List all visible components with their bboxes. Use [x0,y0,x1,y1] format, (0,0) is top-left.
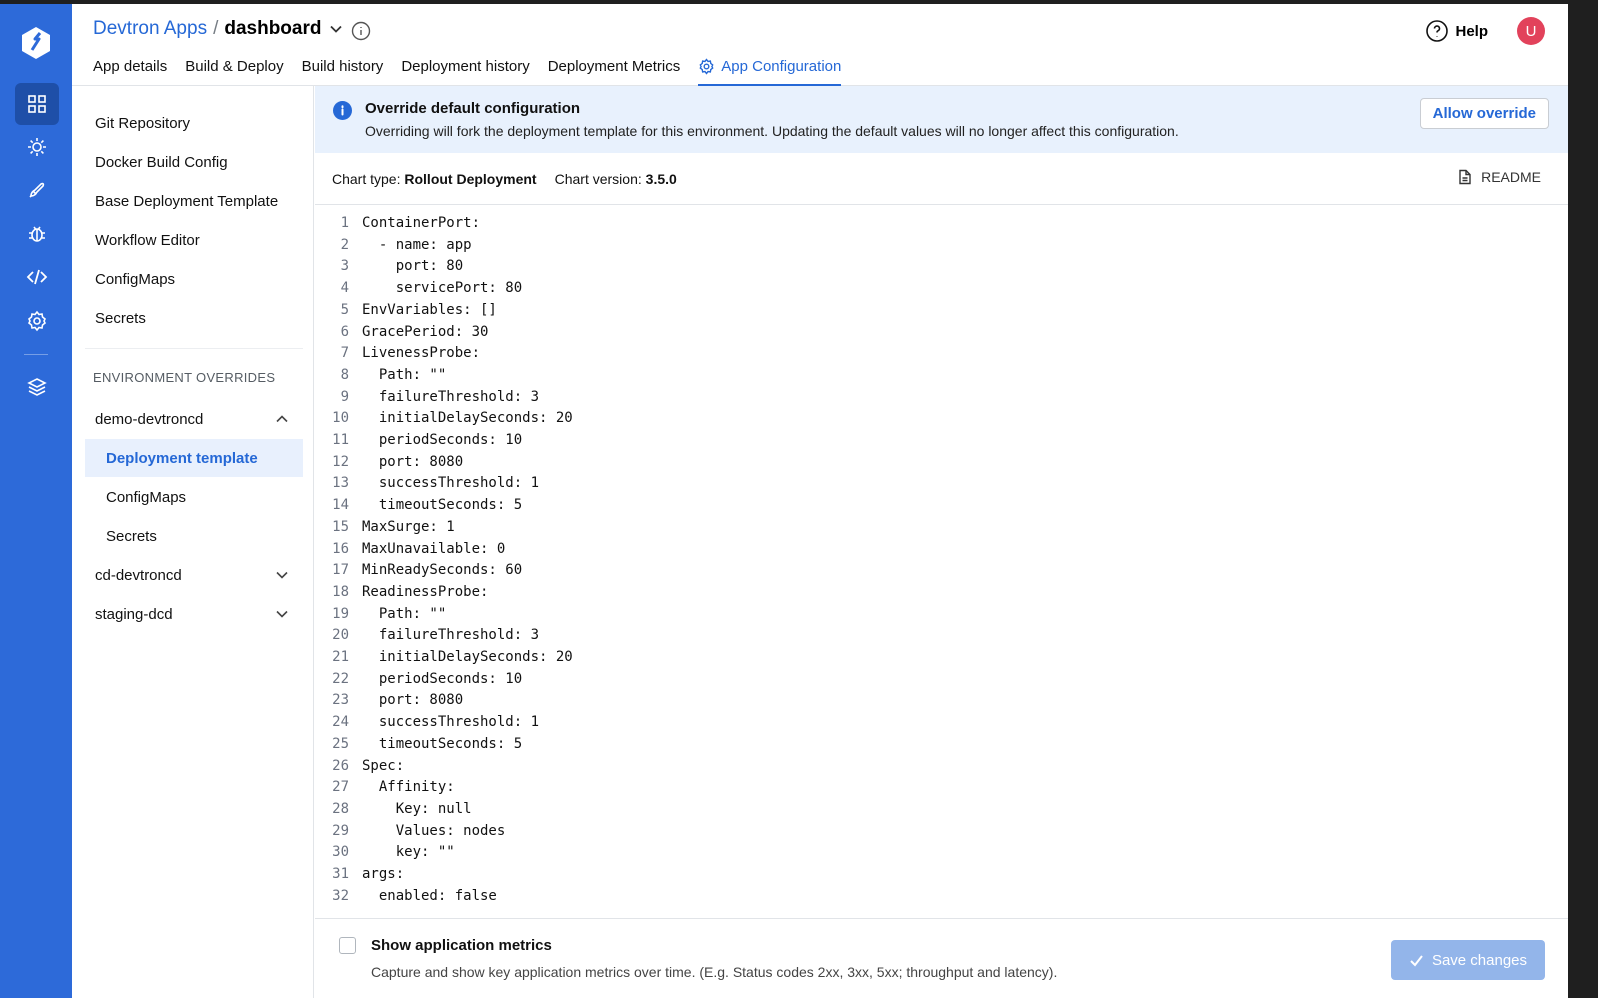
line-number: 4 [340,280,349,297]
code-text: Spec: [362,757,405,774]
chart-version-value: 3.5.0 [645,170,677,187]
sidebar-item-configmaps[interactable]: ConfigMaps [95,271,176,288]
code-text: port: 8080 [362,692,464,709]
env-name: staging-dcd [95,605,173,623]
line-number: 11 [332,432,349,448]
chart-type-value: Rollout Deployment [404,170,537,187]
line-number: 18 [332,583,349,600]
chevron-down-icon[interactable] [329,22,343,36]
env-name: demo-devtroncd [95,410,204,428]
line-number: 20 [332,627,349,644]
env-item-configmaps[interactable]: ConfigMaps [106,488,187,506]
breadcrumb [93,18,343,40]
line-number: 13 [332,475,349,492]
env-item-deployment-template[interactable]: Deployment template [85,439,303,477]
tab-deployment-history[interactable]: Deployment history [401,58,530,75]
line-number: 23 [332,692,349,709]
code-text: MinReadySeconds: 60 [362,562,523,579]
breadcrumb-devtron-apps[interactable]: Devtron Apps [93,18,208,39]
code-text: periodSeconds: 10 [362,432,523,448]
env-demo-devtroncd[interactable] [85,400,303,438]
applications-grid-icon[interactable] [15,83,59,125]
line-number: 29 [332,822,349,839]
security-bug-icon[interactable] [15,213,59,255]
tab-app-configuration[interactable] [698,56,841,86]
code-text: initialDelaySeconds: 20 [362,649,573,665]
chart-type-label: Chart type: [332,170,401,187]
info-icon[interactable] [351,21,371,41]
code-text: EnvVariables: [] [362,301,497,318]
code-text: timeoutSeconds: 5 [362,735,523,752]
breadcrumb-app-name[interactable]: dashboard [224,18,322,39]
line-number: 3 [340,258,349,275]
chevron-down-icon [275,568,289,582]
line-number: 2 [340,236,349,253]
save-footer [315,918,1568,998]
check-icon [1409,953,1424,968]
line-number: 5 [340,301,349,318]
code-text: failureThreshold: 3 [362,627,540,644]
line-number: 7 [340,345,349,362]
tab-build-deploy[interactable]: Build & Deploy [185,58,284,75]
gear-icon [698,58,715,75]
help-circle-icon [1425,19,1449,43]
line-number: 10 [332,410,349,427]
code-text: Path: "" [362,605,447,622]
sidebar-item-git-repository[interactable]: Git Repository [95,115,191,132]
line-number: 24 [332,714,349,731]
code-text: - name: app [362,236,472,253]
code-text: key: "" [362,844,455,861]
save-changes-button[interactable] [1391,940,1545,980]
code-text: servicePort: 80 [362,280,523,297]
chart-version-label: Chart version: [554,170,642,187]
sidebar-item-docker-build-config[interactable]: Docker Build Config [95,154,228,171]
line-number: 27 [332,779,349,796]
sidebar-item-base-deployment-template[interactable]: Base Deployment Template [95,193,279,210]
tab-app-details[interactable]: App details [93,58,168,75]
code-text: ReadinessProbe: [362,583,489,600]
code-text: LivenessProbe: [362,345,481,362]
avatar[interactable]: U [1517,17,1545,45]
line-number: 30 [332,844,349,861]
tab-build-history[interactable]: Build history [301,58,384,75]
allow-override-button[interactable]: Allow override [1420,98,1549,129]
line-number: 22 [332,670,349,687]
deployment-template-panel [315,86,1568,998]
code-text: args: [362,866,405,882]
line-number: 1 [340,215,349,231]
chevron-down-icon [275,607,289,621]
line-number: 17 [332,562,349,579]
code-text: ContainerPort: [362,215,481,231]
app-header [72,4,1568,86]
readme-button[interactable] [1457,169,1541,185]
line-number: 32 [332,887,349,900]
line-number: 6 [340,323,349,340]
banner-title: Override default configuration [365,100,581,117]
stack-layers-icon[interactable] [15,366,59,408]
line-number: 16 [332,540,349,557]
code-text: enabled: false [362,887,497,900]
chart-info-bar [315,153,1568,205]
env-name: cd-devtroncd [95,566,182,584]
code-text: Path: "" [362,366,447,383]
app-tabs [93,56,859,86]
line-number: 26 [332,757,349,774]
readme-label: README [1481,169,1541,185]
tab-app-configuration-label: App Configuration [721,58,842,75]
code-text: timeoutSeconds: 5 [362,497,523,514]
show-metrics-label: Show application metrics [371,937,552,954]
line-number: 28 [332,800,349,817]
env-cd-devtroncd[interactable] [85,556,303,594]
line-number: 31 [332,866,349,882]
line-number: 9 [340,388,349,405]
code-text: successThreshold: 1 [362,714,540,731]
line-number: 12 [332,453,349,470]
yaml-code-editor[interactable] [315,206,1568,900]
line-number: 8 [340,366,349,383]
show-metrics-description: Capture and show key application metrics over time. (E.g. Status codes 2xx, 3xx, 5xx; throughput and latency). [371,964,1058,980]
code-text: MaxUnavailable: 0 [362,540,506,557]
code-text: port: 8080 [362,453,464,470]
code-text: Key: null [362,800,472,817]
chevron-up-icon [275,412,289,426]
sidebar-divider [85,348,303,349]
code-text: initialDelaySeconds: 20 [362,410,573,427]
env-item-secrets[interactable]: Secrets [106,527,157,545]
line-number: 15 [332,518,349,535]
code-text: GracePeriod: 30 [362,323,489,340]
help-button[interactable] [1425,19,1488,43]
global-config-icon[interactable] [15,126,59,168]
line-number: 25 [332,735,349,752]
rail-divider [24,354,48,355]
env-staging-dcd[interactable] [85,595,303,633]
override-banner [315,86,1568,153]
line-number: 19 [332,605,349,622]
document-icon [1457,169,1473,185]
code-text: MaxSurge: 1 [362,518,455,535]
tab-deployment-metrics[interactable]: Deployment Metrics [547,58,681,75]
line-number: 21 [332,649,349,665]
banner-description: Overriding will fork the deployment template for this environment. Updating the default values will no longer affect this configuration. [365,123,1179,139]
code-text: Affinity: [362,779,455,796]
app-window [0,4,1568,998]
show-metrics-checkbox[interactable] [339,937,356,954]
settings-gear-icon[interactable] [15,300,59,342]
code-text: successThreshold: 1 [362,475,540,492]
devtron-logo-icon[interactable] [19,26,53,60]
save-changes-label: Save changes [1431,951,1528,969]
line-number: 14 [332,497,349,514]
icon-rail [0,4,72,998]
help-label: Help [1455,22,1488,40]
deployment-rocket-icon[interactable] [15,169,59,211]
code-text: failureThreshold: 3 [362,388,540,405]
config-sidebar [72,86,314,998]
info-filled-icon [333,101,352,120]
sidebar-item-workflow-editor[interactable]: Workflow Editor [95,232,200,249]
code-text: periodSeconds: 10 [362,670,523,687]
sidebar-item-secrets[interactable]: Secrets [95,310,146,327]
environment-overrides-heading: ENVIRONMENT OVERRIDES [93,370,276,385]
code-text: port: 80 [362,258,464,275]
code-text: Values: nodes [362,822,506,839]
breadcrumb-separator: / [213,18,219,39]
code-icon[interactable] [15,256,59,298]
